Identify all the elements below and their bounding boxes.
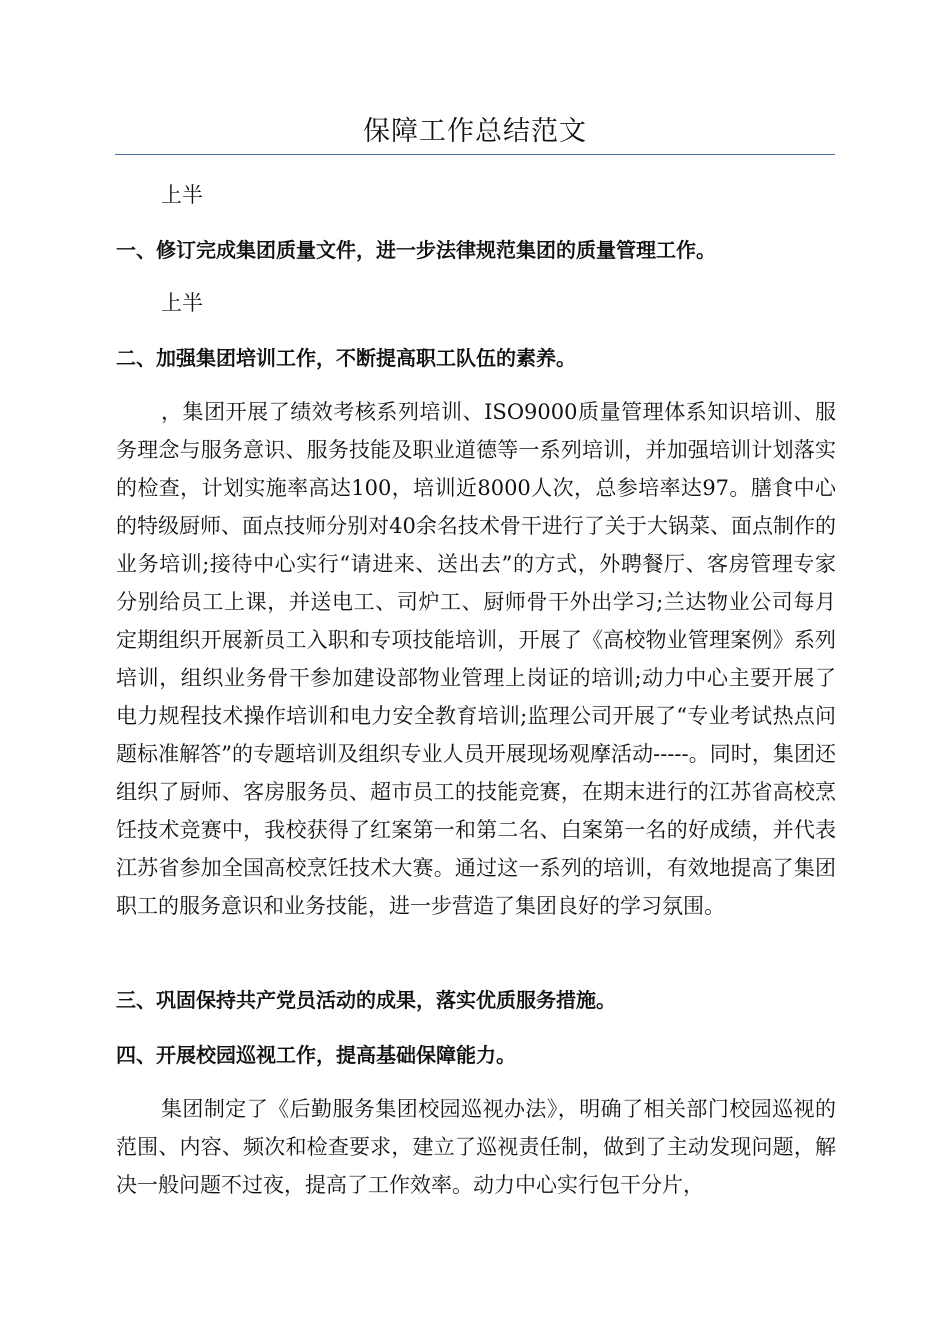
heading-4: 四、开展校园巡视工作，提高基础保障能力。 (116, 1043, 516, 1067)
paragraph-4: 集团制定了《后勤服务集团校园巡视办法》，明确了相关部门校园巡视的范围、内容、频次和检查要求，建立了巡视责任制，做到了主动发现问题，解决一般问题不过夜，提高了工作效率。动力中心实行包干分片， (116, 1097, 836, 1197)
document-title: 保障工作总结范文 (363, 116, 587, 147)
heading-1: 一、修订完成集团质量文件，进一步法律规范集团的质量管理工作。 (116, 238, 716, 262)
heading-2: 二、加强集团培训工作，不断提高职工队伍的素养。 (116, 346, 576, 370)
heading-3: 三、巩固保持共产党员活动的成果，落实优质服务措施。 (116, 988, 616, 1012)
paragraph-1: 上半 (161, 183, 203, 207)
title-underline (115, 154, 835, 155)
paragraph-2: 上半 (161, 291, 203, 315)
paragraph-3: ，集团开展了绩效考核系列培训、ISO9000质量管理体系知识培训、服务理念与服务意识、服务技能及职业道德等一系列培训，并加强培训计划落实的检查，计划实施率高达100，培训近8000人次，总参培率达97。膳食中心的特级厨师、面点技师分别对40余名技术骨干进行了关于大锅菜、面点制作的业务培训;接待中心实行“请进来、送出去”的方式，外聘餐厅、客房管理专家分别给员工上课，并送电工、司炉工、厨师骨干外出学习;兰达物业公司每月定期组织开展新员工入职和专项技能培训，开展了《高校物业管理案例》系列培训，组织业务骨干参加建设部物业管理上岗证的培训;动力中心主要开展了电力规程技术操作培训和电力安全教育培训;监理公司开展了“专业考试热点问题标准解答”的专题培训及组织专业人员开展现场观摩活动-----。同时，集团还组织了厨师、客房服务员、超市员工的技能竞赛，在期末进行的江苏省高校烹饪技术竞赛中，我校获得了红案第一和第二名、白案第一名的好成绩，并代表江苏省参加全国高校烹饪技术大赛。通过这一系列的培训，有效地提高了集团职工的服务意识和业务技能，进一步营造了集团良好的学习氛围。 (116, 400, 836, 918)
